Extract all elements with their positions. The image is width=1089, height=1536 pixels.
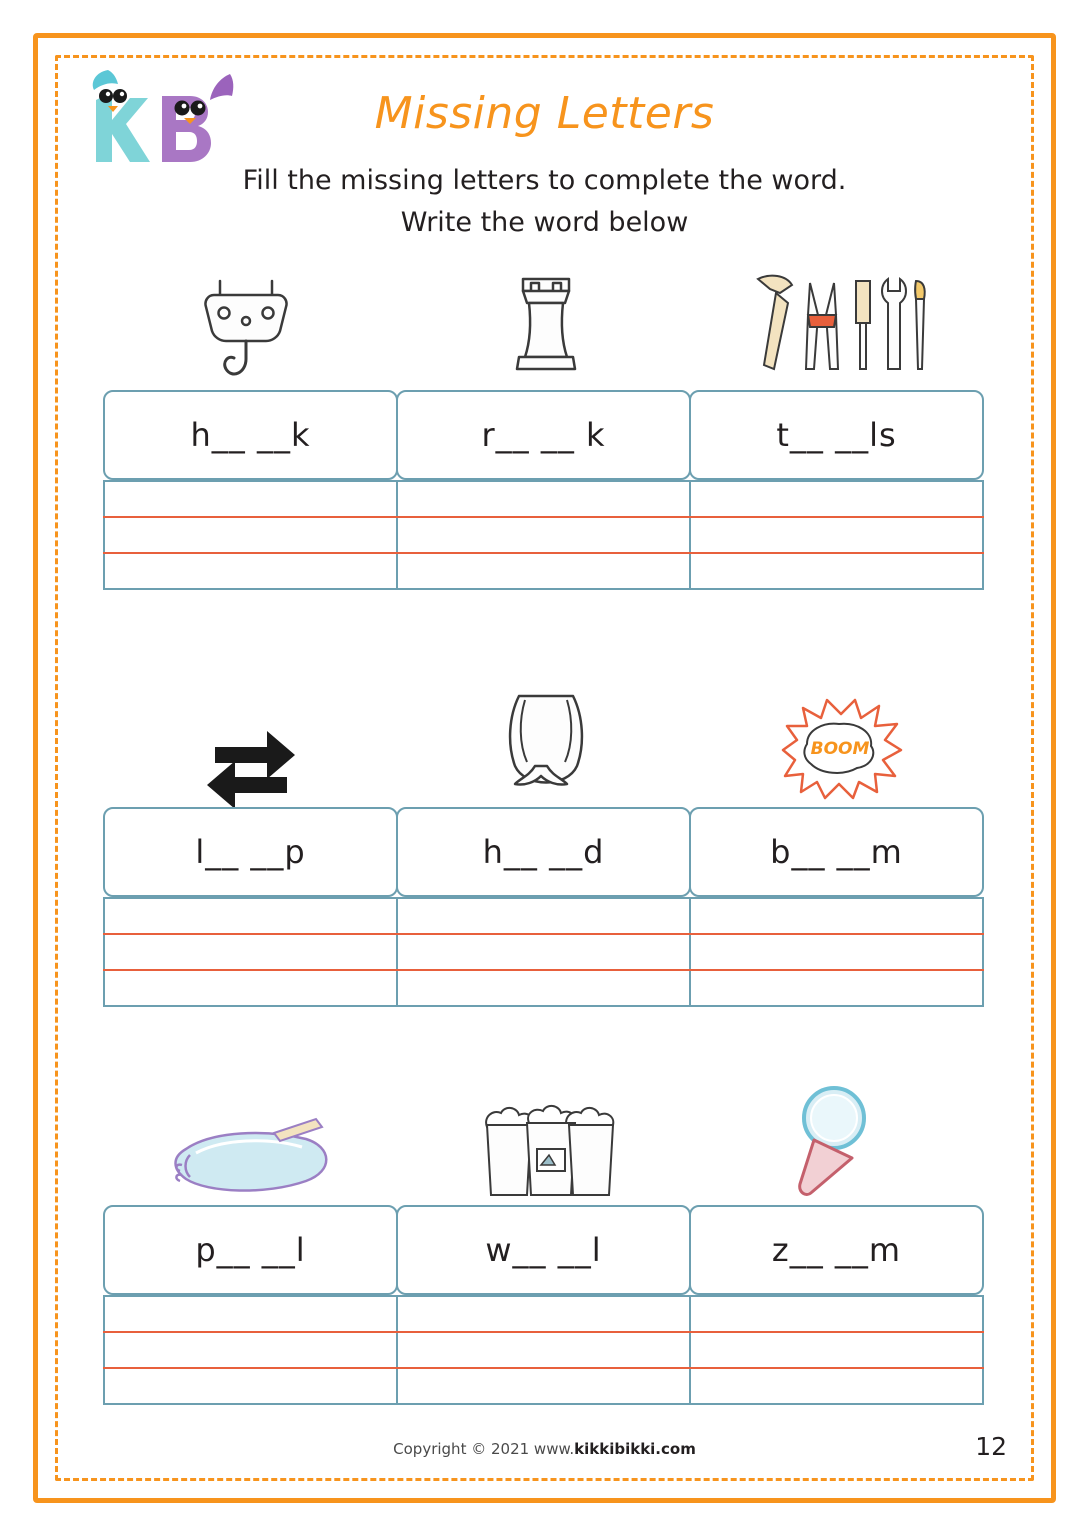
writing-cell[interactable] [689, 897, 984, 1007]
icon-row-2 [103, 677, 987, 807]
copyright-text: Copyright © 2021 www. [393, 1440, 575, 1458]
guide-line-bottom [689, 1005, 984, 1007]
guide-line-bottom [103, 588, 398, 590]
word-prompt: h__ __k [103, 390, 398, 480]
writing-cell[interactable] [103, 1295, 398, 1405]
icon-row-3 [103, 1075, 987, 1205]
hood-scarf-icon [398, 677, 693, 807]
guide-line-bottom [396, 1403, 691, 1405]
guide-line-mid-upper [396, 1331, 691, 1333]
footer-copyright [0, 1440, 1089, 1458]
guide-line-mid-lower [396, 1367, 691, 1369]
icon-row-1 [103, 260, 987, 390]
loop-arrows-icon [103, 677, 398, 807]
writing-cell[interactable] [689, 480, 984, 590]
page-number: 12 [975, 1432, 1007, 1461]
guide-line-top [103, 480, 398, 482]
guide-line-mid-upper [103, 1331, 398, 1333]
guide-line-top [103, 1295, 398, 1297]
cell-edge-left [396, 897, 398, 1007]
guide-line-mid-lower [396, 969, 691, 971]
guide-line-bottom [689, 1403, 984, 1405]
page-title: Missing Letters [374, 88, 715, 139]
cell-edge-left [689, 1295, 691, 1405]
guide-line-mid-lower [103, 552, 398, 554]
chess-rook-icon [398, 260, 693, 390]
cell-edge-left [103, 897, 105, 1007]
instructions-line-2: Write the word below [400, 207, 689, 238]
writing-cell[interactable] [396, 1295, 691, 1405]
magnifying-glass-icon [693, 1075, 988, 1205]
exercise-group-3 [103, 1075, 987, 1405]
writing-lines-row-3 [103, 1295, 987, 1405]
swimming-pool-icon [103, 1075, 398, 1205]
cell-edge-left [103, 1295, 105, 1405]
cell-edge-left [689, 897, 691, 1007]
guide-line-mid-lower [103, 1367, 398, 1369]
guide-line-mid-upper [103, 516, 398, 518]
word-prompt: w__ __l [396, 1205, 691, 1295]
site-name: kikkibikki.com [574, 1440, 696, 1458]
word-prompt: b__ __m [689, 807, 984, 897]
guide-line-top [689, 897, 984, 899]
writing-lines-row-1 [103, 480, 987, 590]
guide-line-mid-upper [689, 516, 984, 518]
guide-line-mid-lower [396, 552, 691, 554]
guide-line-top [396, 897, 691, 899]
cell-edge-left [689, 480, 691, 590]
hook-icon [103, 260, 398, 390]
guide-line-bottom [396, 1005, 691, 1007]
guide-line-mid-upper [396, 933, 691, 935]
cell-edge-left [396, 480, 398, 590]
guide-line-mid-lower [103, 969, 398, 971]
writing-cell[interactable] [396, 480, 691, 590]
writing-lines-row-2 [103, 897, 987, 1007]
writing-cell[interactable] [103, 897, 398, 1007]
word-prompt: h__ __d [396, 807, 691, 897]
word-prompt: p__ __l [103, 1205, 398, 1295]
cell-edge-right [982, 1295, 984, 1405]
cell-edge-left [396, 1295, 398, 1405]
guide-line-top [396, 480, 691, 482]
word-prompt: r__ __ k [396, 390, 691, 480]
boom-burst-icon [693, 677, 988, 807]
guide-line-mid-upper [689, 1331, 984, 1333]
svg-text:BOOM: BOOM [810, 739, 870, 759]
guide-line-bottom [396, 588, 691, 590]
guide-line-bottom [103, 1403, 398, 1405]
guide-line-top [103, 897, 398, 899]
instructions-line-1: Fill the missing letters to complete the word. [242, 165, 847, 196]
word-boxes-row-1 [103, 390, 987, 480]
guide-line-top [689, 480, 984, 482]
word-boxes-row-3 [103, 1205, 987, 1295]
exercise-group-1 [103, 260, 987, 590]
guide-line-mid-upper [396, 516, 691, 518]
guide-line-mid-lower [689, 552, 984, 554]
writing-cell[interactable] [689, 1295, 984, 1405]
guide-line-mid-upper [689, 933, 984, 935]
instructions [0, 160, 1089, 244]
cell-edge-left [103, 480, 105, 590]
wool-sacks-icon [398, 1075, 693, 1205]
guide-line-top [396, 1295, 691, 1297]
cell-edge-right [982, 480, 984, 590]
exercise-group-2 [103, 677, 987, 1007]
word-prompt: z__ __m [689, 1205, 984, 1295]
guide-line-mid-lower [689, 1367, 984, 1369]
guide-line-mid-upper [103, 933, 398, 935]
tools-icon [693, 260, 988, 390]
word-prompt: t__ __ls [689, 390, 984, 480]
writing-cell[interactable] [396, 897, 691, 1007]
guide-line-bottom [689, 588, 984, 590]
guide-line-mid-lower [689, 969, 984, 971]
word-prompt: l__ __p [103, 807, 398, 897]
cell-edge-right [982, 897, 984, 1007]
guide-line-top [689, 1295, 984, 1297]
writing-cell[interactable] [103, 480, 398, 590]
guide-line-bottom [103, 1005, 398, 1007]
word-boxes-row-2 [103, 807, 987, 897]
